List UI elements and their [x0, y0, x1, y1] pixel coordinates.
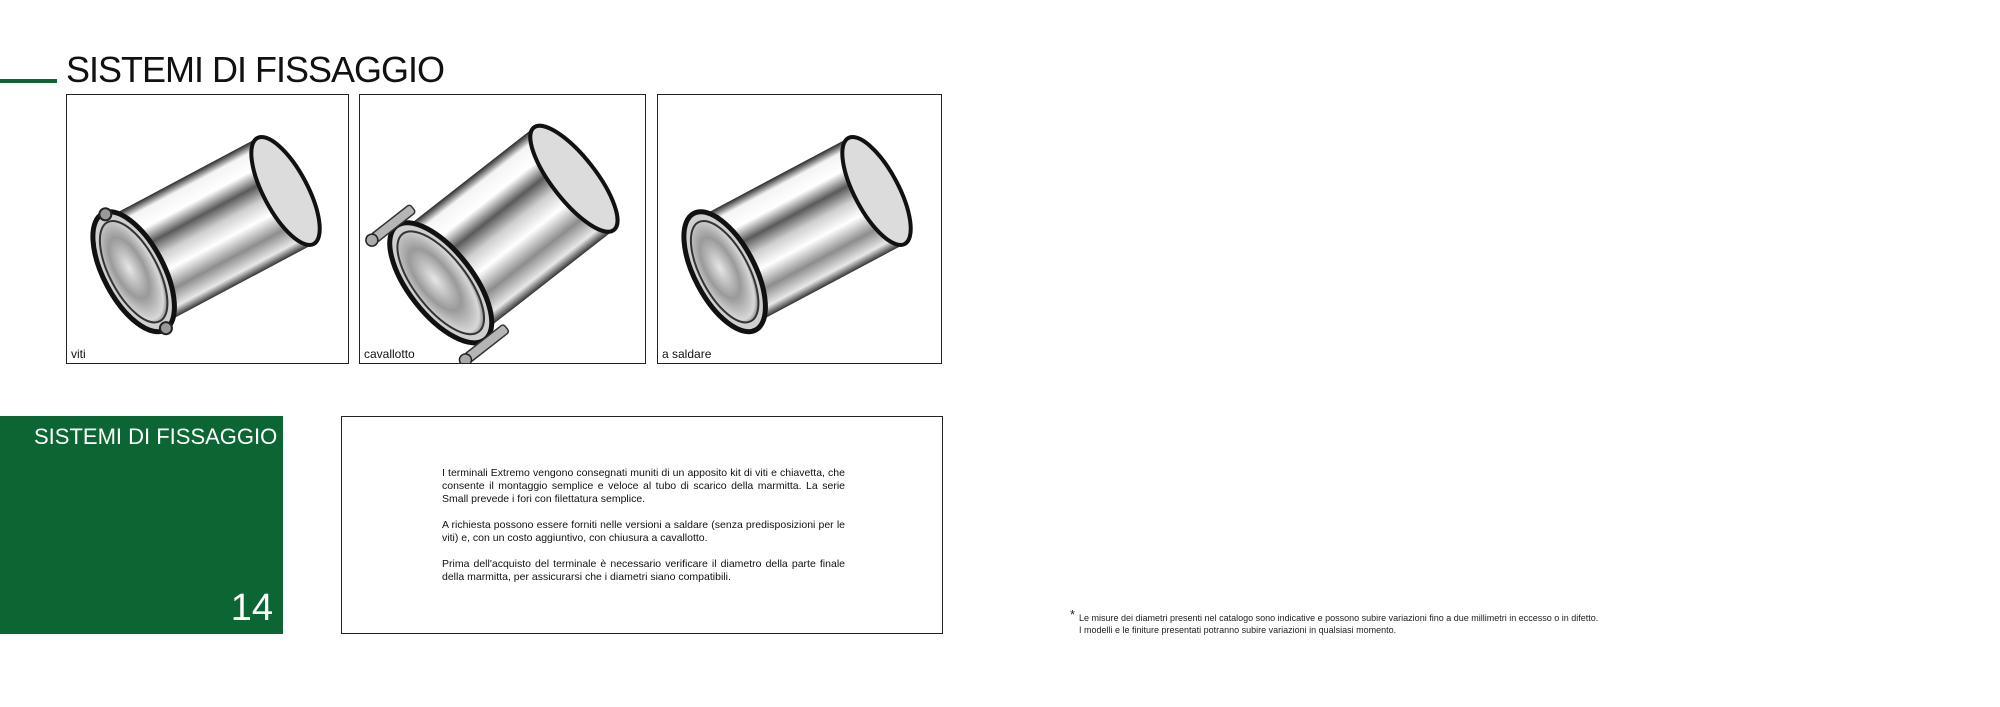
description-box: [341, 416, 943, 634]
description-paragraph: A richiesta possono essere forniti nelle versioni a saldare (senza predisposizioni per le viti) e, con un costo aggiuntivo, con chiusura a cavallotto.: [442, 519, 845, 544]
exhaust-tip-with-clamp-image: [360, 95, 645, 363]
section-panel: [0, 416, 283, 634]
description-paragraph: I terminali Extremo vengono consegnati muniti di un apposito kit di viti e chiavetta, che consente il montaggio semplice e veloce al tubo di scarico della marmitta. La serie Small prevede i fori con filettatura semplice.: [442, 467, 845, 505]
description-text: [442, 467, 845, 597]
title-accent-line: [0, 79, 57, 83]
product-card-clamp: [359, 94, 646, 364]
description-paragraph: Prima dell'acquisto del terminale è necessario verificare il diametro della parte finale della marmitta, per assicurarsi che i diametri siano compatibili.: [442, 558, 845, 583]
product-card-weld: [657, 94, 942, 364]
product-card-screws: [66, 94, 349, 364]
footnote: [1070, 607, 1599, 636]
footnote-line: I modelli e le finiture presentati potranno subire variazioni in qualsiasi momento.: [1079, 625, 1397, 635]
page-title: SISTEMI DI FISSAGGIO: [66, 49, 445, 90]
exhaust-tip-with-screws-image: [67, 95, 348, 363]
product-caption: cavallotto: [364, 347, 415, 361]
exhaust-tip-weld-on-image: [658, 95, 941, 363]
section-title: SISTEMI DI FISSAGGIO: [34, 424, 278, 449]
product-caption: a saldare: [662, 347, 712, 361]
footnote-line: Le misure dei diametri presenti nel catalogo sono indicative e possono subire variazioni fino a due millimetri in eccesso o in difetto.: [1079, 613, 1599, 623]
product-caption: viti: [71, 347, 86, 361]
page-number: 14: [230, 587, 273, 629]
footnote-marker: *: [1070, 607, 1076, 622]
